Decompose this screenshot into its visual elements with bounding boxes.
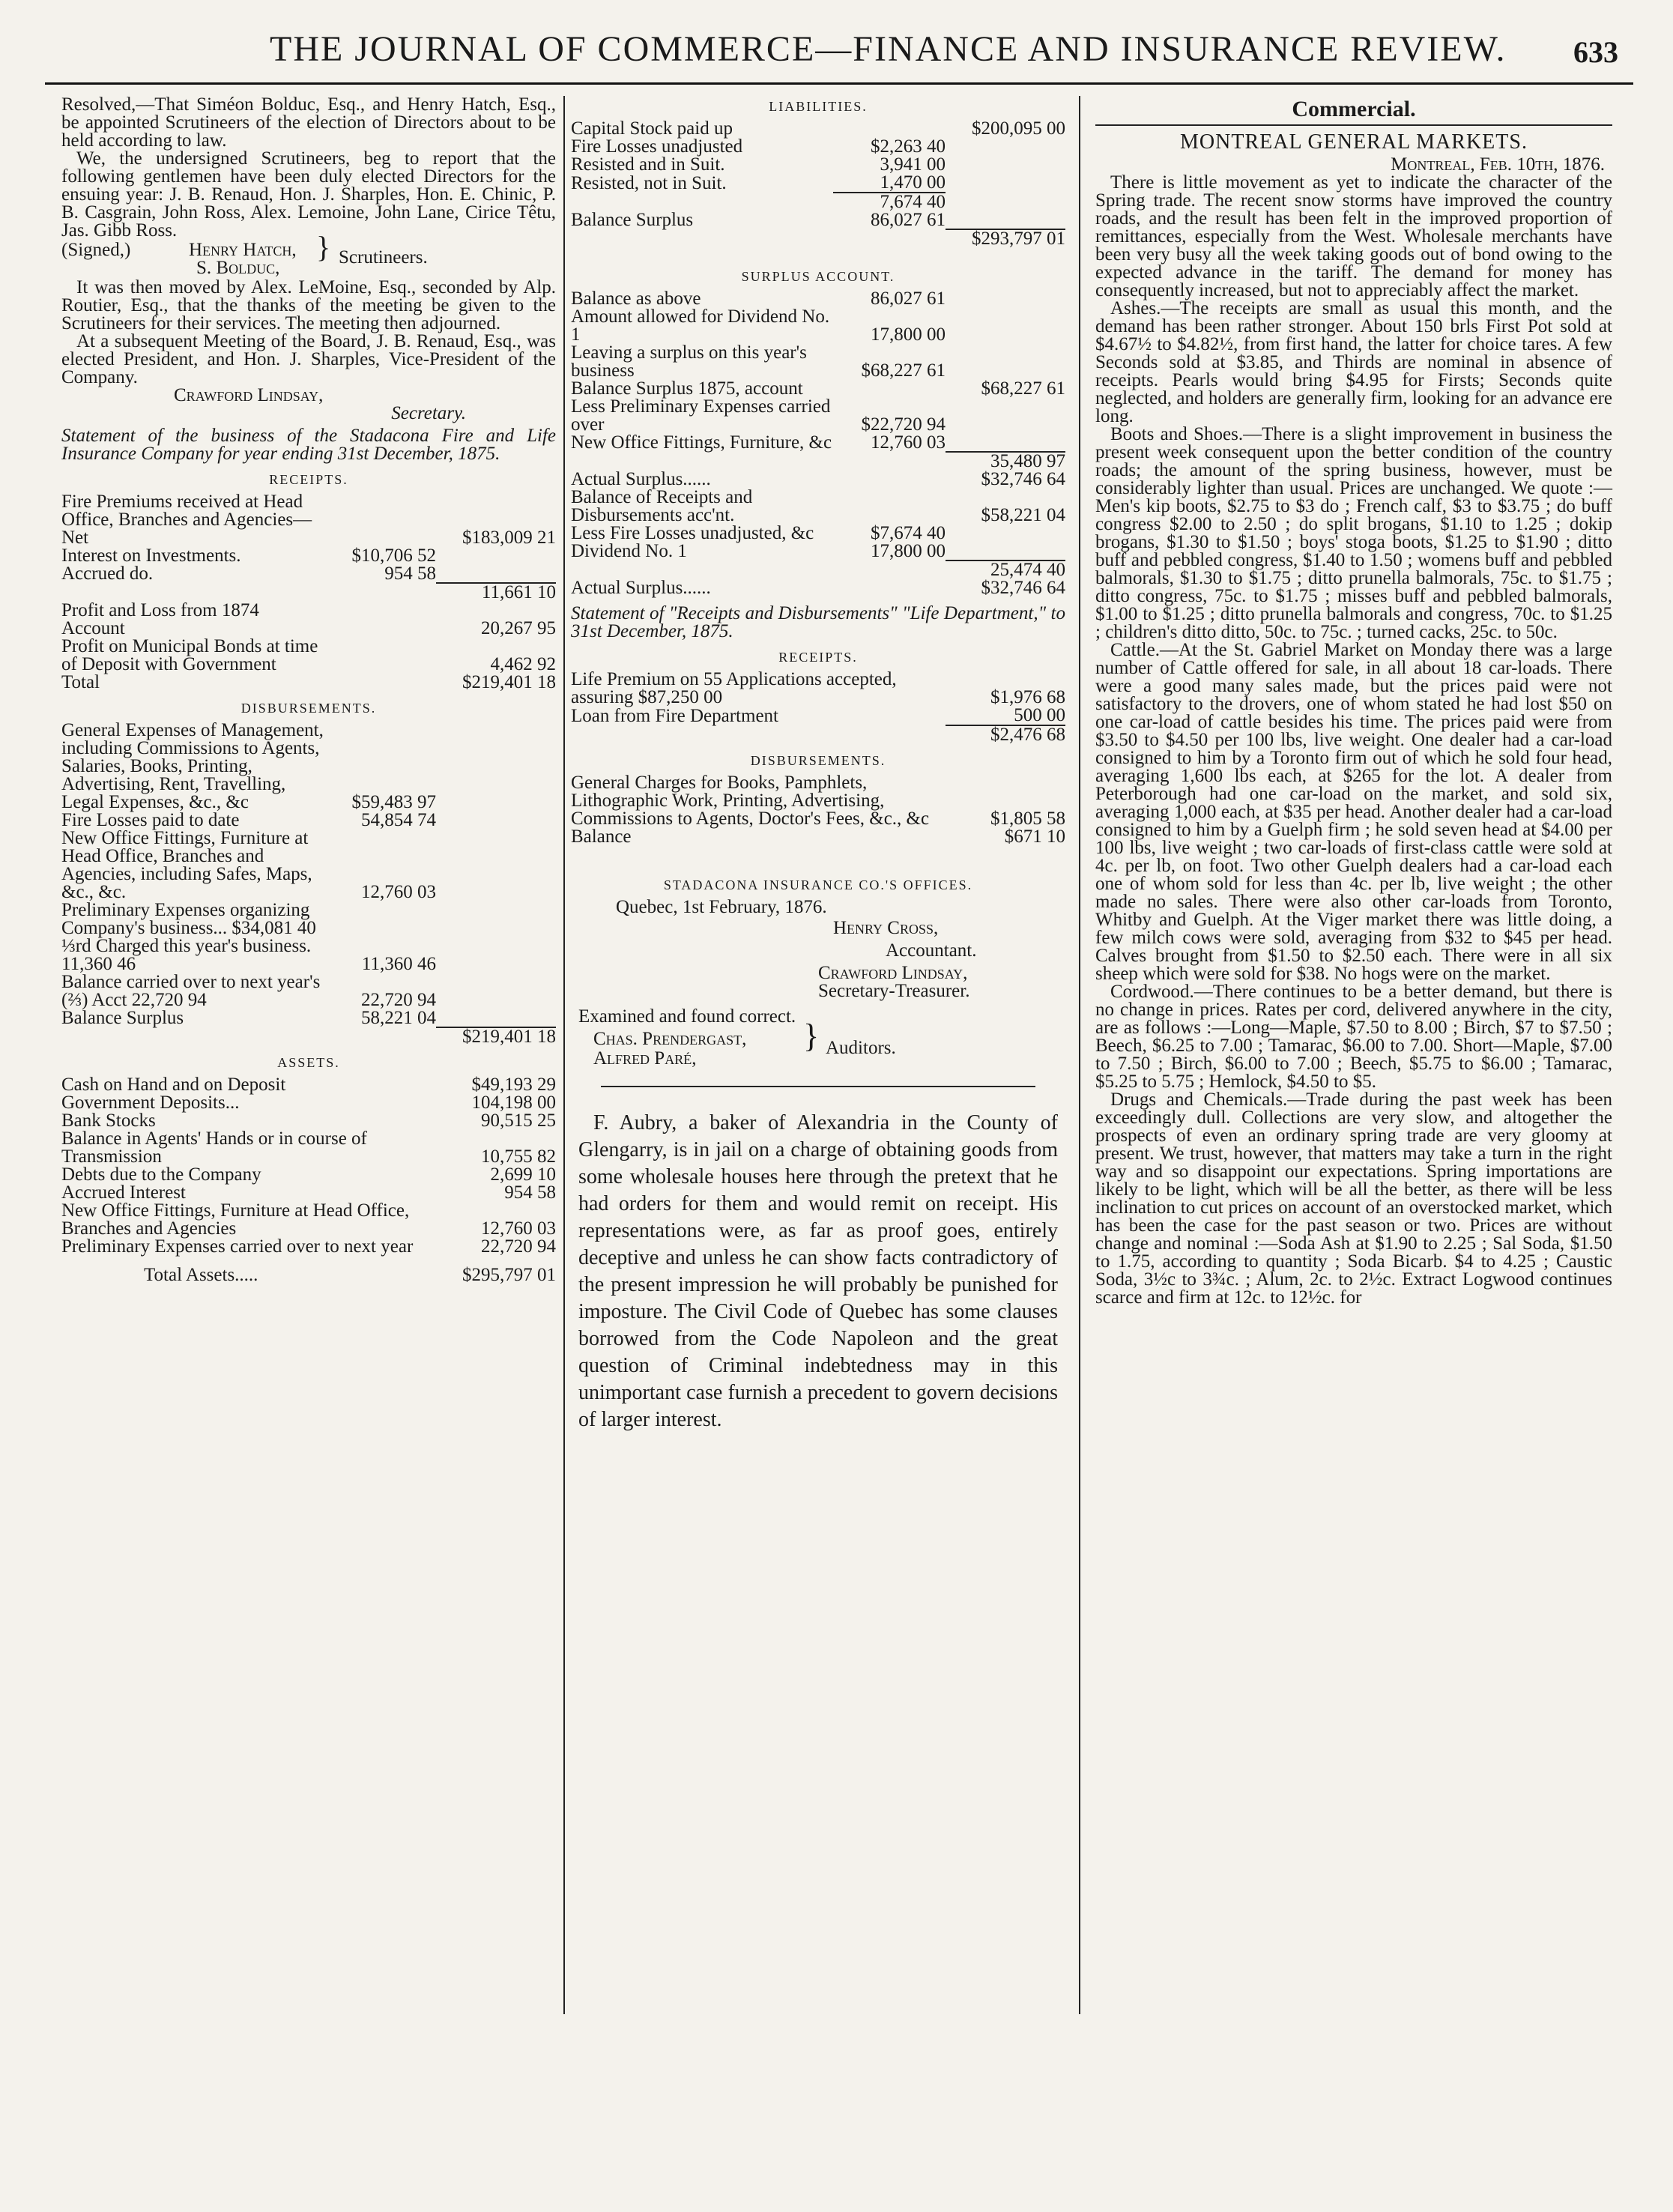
row-amount-a	[324, 901, 436, 937]
row-label	[571, 725, 946, 744]
boots-shoes-paragraph: Boots and Shoes.—There is a slight improvement in business the present week consequent upon the better condition of the country roads; the amount of the spring business, however, must be considerably lighter than usual. Prices are unchanged. We quote :—Men's kip boots, $2.75 to $3 do ; French calf, $3 to $3.75 ; do buff congress $2.00 to 2.50 ; do split brogans, $1.10 to 1.25 ; dokip brogans, $1.30 to $1.50 ; boys' stoga boots, $1.25 to $1.90 ; ditto buff and pebbled congress, $1.40 to 1.50 ; womens buff and pebbled balmorals, $1.30 to $1.75 ; ditto prunella balmorals, 75c. to $1.75 ; ditto congress, 75c. to $1.75 ; misses buff and pebbled balmorals, $1.00 to $1.25 ; ditto prunella balmorals and congress, 70c. to $1.25 ; children's ditto ditto, 50c. to 75c. ; turned cacks, 25c. to 50c.	[1095, 424, 1612, 642]
table-row	[61, 1238, 556, 1256]
row-amount-b	[436, 973, 556, 1009]
row-label: Balance as above	[571, 288, 701, 309]
table-row	[61, 973, 556, 1009]
row-label: Interest on Investments.	[61, 546, 241, 566]
signer-hatch: Henry Hatch,	[189, 240, 297, 260]
row-amount-b	[436, 722, 556, 812]
table-row	[61, 1094, 556, 1112]
table-row	[61, 722, 556, 812]
table-row	[571, 489, 1065, 525]
row-label: Fire Losses paid to date	[61, 810, 240, 830]
receipts-table	[61, 493, 556, 692]
row-amount-a: 11,360 46	[361, 954, 436, 974]
row-amount-a: $10,706 52	[351, 546, 436, 566]
page-header	[45, 21, 1633, 81]
row-amount-a	[833, 452, 946, 471]
row-amount-b	[946, 290, 1065, 308]
table-row	[61, 565, 556, 583]
disbursements-table	[61, 722, 556, 1046]
row-amount-b: $293,797 01	[946, 229, 1065, 248]
table-row	[61, 1184, 556, 1202]
liabilities-table	[571, 120, 1065, 248]
row-amount-a: 17,800 00	[871, 324, 946, 345]
row-label: Less Fire Losses unadjusted, &c	[571, 523, 814, 543]
row-label: Less Preliminary Expenses carried over	[571, 396, 831, 435]
row-amount-b: $1,976 68	[990, 687, 1065, 707]
table-row	[61, 602, 556, 638]
row-amount-b	[436, 812, 556, 830]
table-row	[571, 138, 1065, 156]
row-label: Balance Surplus 1875, account	[571, 378, 803, 399]
row-amount-a: 86,027 61	[871, 210, 946, 230]
row-amount-b	[436, 565, 556, 583]
row-amount-b	[946, 138, 1065, 156]
row-amount-b	[436, 547, 556, 565]
row-amount-b: $32,746 64	[981, 469, 1065, 489]
table-row	[571, 174, 1065, 193]
row-label: Capital Stock paid up	[571, 118, 733, 139]
row-amount-a: 104,198 00	[471, 1093, 556, 1113]
row-amount-b	[946, 543, 1065, 560]
row-label: Leaving a surplus on this year's business	[571, 342, 807, 381]
auditor-pare: Alfred Paré,	[593, 1048, 697, 1069]
row-amount-a	[833, 380, 946, 398]
row-amount-b: 500 00	[1014, 705, 1065, 725]
row-label: Amount allowed for Dividend No. 1	[571, 306, 830, 345]
table-row	[571, 211, 1065, 229]
table-row	[571, 579, 1065, 597]
row-amount-a: 12,760 03	[871, 432, 946, 453]
scrutineer-signatures: (Signed,) Henry Hatch, S. Bolduc, } Scrutineers.	[61, 230, 428, 278]
row-label: Fire Losses unadjusted	[571, 136, 743, 157]
assets-heading: ASSETS.	[277, 1055, 340, 1070]
row-amount-b	[436, 937, 556, 973]
column-divider-2	[1079, 96, 1080, 2014]
life-disbursements-table	[571, 774, 1065, 846]
aubry-paragraph: F. Aubry, a baker of Alexandria in the County of Glengarry, is in jail on a charge of obtaining goods from some wholesale houses here through the pretext that he had orders for them and would remit on receipt. His representations were, as far as proof goes, entirely deceptive and unless he can show facts contradictory of the present impression he will probably be punished for imposture. The Civil Code of Quebec has some clauses borrowed from the Code Napoleon and the great question of Criminal indebtedness may in this unimportant case furnish a precedent to govern decisions of larger interest.	[578, 1111, 1058, 1431]
row-amount-a	[833, 489, 946, 525]
life-receipts-heading: RECEIPTS.	[778, 650, 858, 665]
row-amount-a: 90,515 25	[481, 1110, 556, 1131]
row-label	[61, 583, 324, 602]
table-row	[571, 308, 1065, 344]
row-amount-a: $22,720 94	[861, 414, 946, 435]
markets-heading: MONTREAL GENERAL MARKETS.	[1180, 130, 1528, 154]
row-amount-b	[946, 398, 1065, 434]
scrutineers-report: We, the undersigned Scrutineers, beg to report that the following gentlemen have been duly elected Directors for the ensuing year: J. B. Renaud, Hon. J. Sharples, Hon. E. Chinic, P. B. Casgrain, John Ross, Alex. Lemoine, John Lane, Cirice Têtu, Jas. Gibb Ross.	[61, 148, 556, 241]
table-row	[571, 471, 1065, 489]
row-label: Resisted, not in Suit.	[571, 173, 727, 193]
row-amount-b: 4,462 92	[490, 654, 556, 674]
signer-bolduc: S. Bolduc,	[196, 258, 280, 278]
table-row	[61, 1202, 556, 1238]
row-amount-b: $68,227 61	[981, 378, 1065, 399]
table-row	[571, 398, 1065, 434]
row-label: Balance carried over to next year's (⅔) Acct 22,720 94	[61, 972, 321, 1010]
row-label: ⅓rd Charged this year's business. 11,360 46	[61, 936, 312, 974]
receipts-heading: RECEIPTS.	[269, 472, 348, 487]
column-divider-1	[563, 96, 565, 2014]
row-amount-b	[946, 434, 1065, 452]
row-amount-a: $7,674 40	[871, 523, 946, 543]
table-row	[61, 812, 556, 830]
row-label: Balance Surplus	[571, 210, 694, 230]
row-amount-a: 22,720 94	[481, 1236, 556, 1257]
row-amount-b: $1,805 58	[990, 809, 1065, 829]
row-amount-a: 54,854 74	[361, 810, 436, 830]
row-amount-a: 7,674 40	[833, 193, 946, 211]
row-label: Total	[61, 672, 100, 692]
row-amount-b: 35,480 97	[946, 452, 1065, 471]
cordwood-paragraph: Cordwood.—There continues to be a better demand, but there is no change in prices. Rates per cord, delivered anywhere in the city, are as follows :—Long—Maple, $7.50 to 8.00 ; Birch, $7 to $7.50 ; Beech, $6.25 to 7.00 ; Tamarac, $6.00 to 7.00. Short—Maple, $7.00 to 7.50 ; Birch, $6.00 to 7.00 ; Beech, $5.75 to $6.00 ; Tamarac, $5.25 to 5.75 ; Hemlock, $4.50 to $5.	[1095, 982, 1612, 1092]
row-amount-a: $2,263 40	[871, 136, 946, 157]
table-row	[571, 344, 1065, 380]
row-label: Loan from Fire Department	[571, 706, 778, 726]
row-label	[571, 452, 833, 471]
auditors-label: Auditors.	[826, 1038, 896, 1058]
row-label	[571, 193, 833, 211]
row-label: Bank Stocks	[61, 1110, 156, 1131]
table-row	[571, 560, 1065, 579]
life-receipts-table	[571, 671, 1065, 744]
row-label: Fire Premiums received at Head Office, Branches and Agencies—Net	[61, 492, 312, 548]
row-label: Accrued Interest	[61, 1182, 186, 1203]
row-label: New Office Fittings, Furniture, &c	[571, 432, 832, 453]
row-amount-b: $671 10	[1004, 827, 1065, 847]
table-row	[61, 638, 556, 674]
table-row	[571, 543, 1065, 560]
row-amount-a: 12,760 03	[481, 1218, 556, 1239]
row-amount-b	[436, 901, 556, 937]
liabilities-heading: LIABILITIES.	[769, 99, 868, 114]
table-row	[571, 525, 1065, 543]
resolution-paragraph: Resolved,—That Siméon Bolduc, Esq., and Henry Hatch, Esq., be appointed Scrutineers of the election of Directors about to be held according to law.	[61, 94, 556, 151]
row-label: Profit and Loss from 1874 Account	[61, 600, 259, 638]
row-label: Profit on Municipal Bonds at time of Deposit with Government	[61, 636, 318, 674]
table-row	[61, 674, 556, 692]
row-label: General Expenses of Management, including Commissions to Agents, Salaries, Books, Printing, Advertising, Rent, Travelling, Legal Expenses, &c., &c	[61, 720, 324, 812]
row-amount-a	[833, 560, 946, 579]
row-label: Government Deposits...	[61, 1093, 240, 1113]
moved-paragraph: It was then moved by Alex. LeMoine, Esq., seconded by Alp. Routier, Esq., that the thanks of the meeting be given to the Scrutineers for their services. The meeting then adjourned.	[61, 277, 556, 333]
cattle-paragraph: Cattle.—At the St. Gabriel Market on Monday there was a large number of Cattle offered for sale, in all about 18 car-loads. There were a good many sales made, but the prices paid were not satisfactory to the drovers, one of whom stated he had lost $50 on one car-load of cattle besides his time. The prices paid were from $3.50 to $4.50 per 100 lbs, live weight. One dealer had a car-load consigned to him by a Toronto firm out of which he sold four head, averaging 1,600 lbs each, at $265 for the lot. A dealer from Peterborough had one car-load on the market, and sold six, averaging 1,000 each, at $35 per head. Another dealer had a car-load consigned to him by a Guelph firm ; he sold seven head at $4.00 per 100 lbs, live weight ; two car-loads of first-class cattle were sold at 4c. per lb, on foot. Two other Guelph dealers had a car-load each one of whom sold for less than 4c. per lb, live weight ; the other made no sales. There were also other car-loads from Toronto, Whitby and Guelph. At the Viger market there was little doing, a few milch cows were sold, averaging from $32 to $45 per head. Calves brought from $1.50 to $2.50 each. There were in all six sheep which were sold for $38. No hogs were on the market.	[1095, 640, 1612, 984]
row-label: Debts due to the Company	[61, 1164, 261, 1185]
table-row	[61, 547, 556, 565]
row-amount-a: 22,720 94	[361, 990, 436, 1010]
journal-title: THE JOURNAL OF COMMERCE—FINANCE AND INSURANCE REVIEW.	[270, 29, 1507, 69]
table-row	[61, 1112, 556, 1130]
assets-table	[61, 1076, 556, 1256]
row-label: Preliminary Expenses carried over to next year	[61, 1236, 414, 1257]
row-label	[571, 229, 833, 248]
total-assets-row	[61, 1266, 556, 1284]
surplus-heading: SURPLUS ACCOUNT.	[741, 269, 895, 284]
row-amount-b: $219,401 18	[436, 1027, 556, 1046]
row-amount-b: $219,401 18	[462, 672, 556, 692]
row-amount-b	[946, 308, 1065, 344]
secretary-treasurer-name: Crawford Lindsay,	[818, 963, 968, 983]
auditor-prendergast: Chas. Prendergast,	[593, 1029, 747, 1049]
row-amount-b	[436, 830, 556, 901]
row-label: Accrued do.	[61, 563, 154, 584]
row-amount-a: 86,027 61	[871, 288, 946, 309]
secretary-name: Crawford Lindsay,	[174, 385, 324, 405]
table-row	[571, 120, 1065, 138]
ashes-paragraph: Ashes.—The receipts are small as usual this month, and the demand has been rather stronger. About 150 brls First Pot sold at $4.67½ to $4.82½, from first hand, the latter for choice tares. A few Seconds sold at $3.85, and Thirds are nominal in absence of receipts. Pearls would bring $4.95 for Firsts; Seconds quite neglected, and holders are generally firm, looking for an advance ere long.	[1095, 298, 1612, 426]
row-amount-a: 12,760 03	[361, 882, 436, 902]
row-amount-a	[324, 1027, 436, 1046]
row-amount-b: 11,661 10	[436, 583, 556, 602]
total-assets-label: Total Assets.....	[144, 1265, 258, 1285]
row-amount-a	[324, 493, 436, 547]
row-amount-a: 2,699 10	[490, 1164, 556, 1185]
table-row	[571, 725, 1065, 744]
row-amount-a: 10,755 82	[481, 1146, 556, 1167]
board-meeting-paragraph: At a subsequent Meeting of the Board, J. B. Renaud, Esq., was elected President, and Hon. J. Sharples, Vice-President of the Company.	[61, 331, 556, 387]
table-row	[571, 452, 1065, 471]
table-row	[61, 937, 556, 973]
row-label: Actual Surplus......	[571, 469, 711, 489]
row-amount-b	[946, 525, 1065, 543]
row-amount-a: $68,227 61	[861, 360, 946, 381]
row-amount-a: 58,221 04	[361, 1008, 436, 1028]
table-row	[571, 229, 1065, 248]
row-label: Balance	[571, 827, 632, 847]
secretary-title: Secretary.	[391, 403, 466, 423]
row-label	[61, 1027, 324, 1046]
page-number: 633	[1573, 35, 1618, 69]
row-label: Resisted and in Suit.	[571, 154, 725, 175]
row-amount-a: 1,470 00	[880, 172, 946, 193]
row-amount-a	[833, 120, 946, 138]
row-label: Balance of Receipts and Disbursements acc'nt.	[571, 487, 753, 525]
row-amount-a	[324, 674, 436, 692]
disbursements-heading: DISBURSEMENTS.	[240, 701, 377, 716]
row-amount-b: $2,476 68	[946, 725, 1065, 744]
row-amount-a: 3,941 00	[880, 154, 946, 175]
total-assets-value: $295,797 01	[462, 1265, 556, 1285]
row-label: Dividend No. 1	[571, 541, 687, 561]
table-row	[61, 583, 556, 602]
dateline-quebec: Quebec, 1st February, 1876.	[616, 897, 827, 917]
column-3	[1095, 96, 1612, 1307]
table-row	[571, 434, 1065, 452]
row-label: Life Premium on 55 Applications accepted, assuring $87,250 00	[571, 669, 897, 707]
table-row	[61, 1076, 556, 1094]
table-row	[571, 290, 1065, 308]
auditors-block: Chas. Prendergast, Alfred Paré, } Auditors.	[593, 1018, 896, 1069]
surplus-table	[571, 290, 1065, 597]
fire-statement-title: Statement of the business of the Stadacona Fire and Life Insurance Company for year ending 31st December, 1875.	[61, 426, 556, 464]
table-row	[61, 901, 556, 937]
row-amount-b: $200,095 00	[972, 118, 1065, 139]
row-amount-b	[946, 344, 1065, 380]
secretary-treasurer-title: Secretary-Treasurer.	[818, 981, 970, 1001]
row-amount-b	[946, 156, 1065, 174]
row-amount-a: $49,193 29	[471, 1075, 556, 1095]
accountant-title: Accountant.	[886, 940, 977, 961]
market-intro: There is little movement as yet to indicate the character of the Spring trade. The recent snow storms have improved the country roads, and the result has been felt in the improved proportion of remittances, especially from the West. Wholesale merchants have been very busy all the week taking goods out of bond owing to the expected advance in the tariff. The demand for money has consequently increased, but not to appreciably affect the market.	[1095, 172, 1612, 300]
column-1	[61, 96, 556, 1284]
drugs-chemicals-paragraph: Drugs and Chemicals.—Trade during the past week has been exceedingly dull. Collections are very slow, and altogether the prospects of even an ordinary spring trade are very gloomy at present. We trust, however, that matters may take a turn in the right way and so disappoint our expectations. Spring importations are likely to be light, which will be all the better, as there will be less inclination to cut prices on account of an overstocked market, which has been the case for the past season or two. Prices are without change and nominal :—Soda Ash at $1.90 to 2.25 ; Sal Soda, $1.50 to 1.75, according to quantity ; Soda Bicarb. $4 to 4.25 ; Caustic Soda, 3½c to 3¾c. ; Alum, 2c. to 2½c. Extract Logwood continues scarce and firm at 12c. to 12½c. for	[1095, 1090, 1612, 1308]
accountant-name: Henry Cross,	[833, 918, 939, 938]
signed-label: (Signed,)	[61, 240, 131, 260]
table-row	[571, 671, 1065, 707]
row-amount-b: 25,474 40	[946, 560, 1065, 579]
row-label: Balance Surplus	[61, 1008, 184, 1028]
table-row	[571, 828, 1065, 846]
row-amount-b	[946, 211, 1065, 229]
row-amount-a	[833, 229, 946, 248]
table-row	[61, 1027, 556, 1046]
row-amount-a	[833, 579, 946, 597]
row-label: Cash on Hand and on Deposit	[61, 1075, 286, 1095]
row-amount-a: $59,483 97	[351, 792, 436, 812]
table-row	[571, 156, 1065, 174]
row-label: New Office Fittings, Furniture at Head Office, Branches and Agencies, including Safes, Maps, &c., &c.	[61, 828, 312, 902]
row-amount-b: $58,221 04	[981, 505, 1065, 525]
row-label: Balance in Agents' Hands or in course of Transmission	[61, 1128, 367, 1167]
row-label: Actual Surplus......	[571, 578, 711, 598]
row-amount-b	[436, 1009, 556, 1027]
table-row	[571, 774, 1065, 828]
table-row	[61, 1166, 556, 1184]
row-amount-a: 17,800 00	[871, 541, 946, 561]
row-label: General Charges for Books, Pamphlets, Lithographic Work, Printing, Advertising, Commissions to Agents, Doctor's Fees, &c., &c	[571, 773, 930, 829]
row-label	[571, 560, 833, 579]
table-row	[61, 493, 556, 547]
table-row	[571, 707, 1065, 725]
row-amount-a: 954 58	[384, 563, 436, 584]
row-amount-a: 954 58	[504, 1182, 556, 1203]
row-amount-b: $32,746 64	[981, 578, 1065, 598]
table-row	[61, 830, 556, 901]
header-rule	[45, 82, 1633, 85]
table-row	[571, 193, 1065, 211]
row-amount-a	[324, 583, 436, 602]
scrutineers-label: Scrutineers.	[339, 247, 428, 268]
commercial-heading: Commercial.	[1292, 97, 1416, 121]
markets-dateline: Montreal, Feb. 10th, 1876.	[1391, 154, 1605, 175]
row-amount-b	[946, 174, 1065, 193]
row-amount-a	[833, 471, 946, 489]
row-amount-a	[324, 638, 436, 674]
row-amount-a	[324, 602, 436, 638]
offices-heading: STADACONA INSURANCE CO.'S OFFICES.	[663, 877, 973, 892]
life-disbursements-heading: DISBURSEMENTS.	[750, 753, 886, 768]
table-row	[61, 1009, 556, 1027]
row-amount-b: $183,009 21	[462, 528, 556, 548]
column-2	[571, 96, 1065, 1433]
row-label: New Office Fittings, Furniture at Head Office, Branches and Agencies	[61, 1200, 410, 1239]
row-amount-b: 20,267 95	[481, 618, 556, 638]
examined-line: Examined and found correct.	[578, 1006, 796, 1027]
row-label: Preliminary Expenses organizing Company's business... $34,081 40	[61, 900, 316, 938]
table-row	[571, 380, 1065, 398]
life-statement-title: Statement of "Receipts and Disbursements" "Life Department," to 31st December, 1875.	[571, 603, 1065, 641]
row-amount-b	[946, 193, 1065, 211]
table-row	[61, 1130, 556, 1166]
